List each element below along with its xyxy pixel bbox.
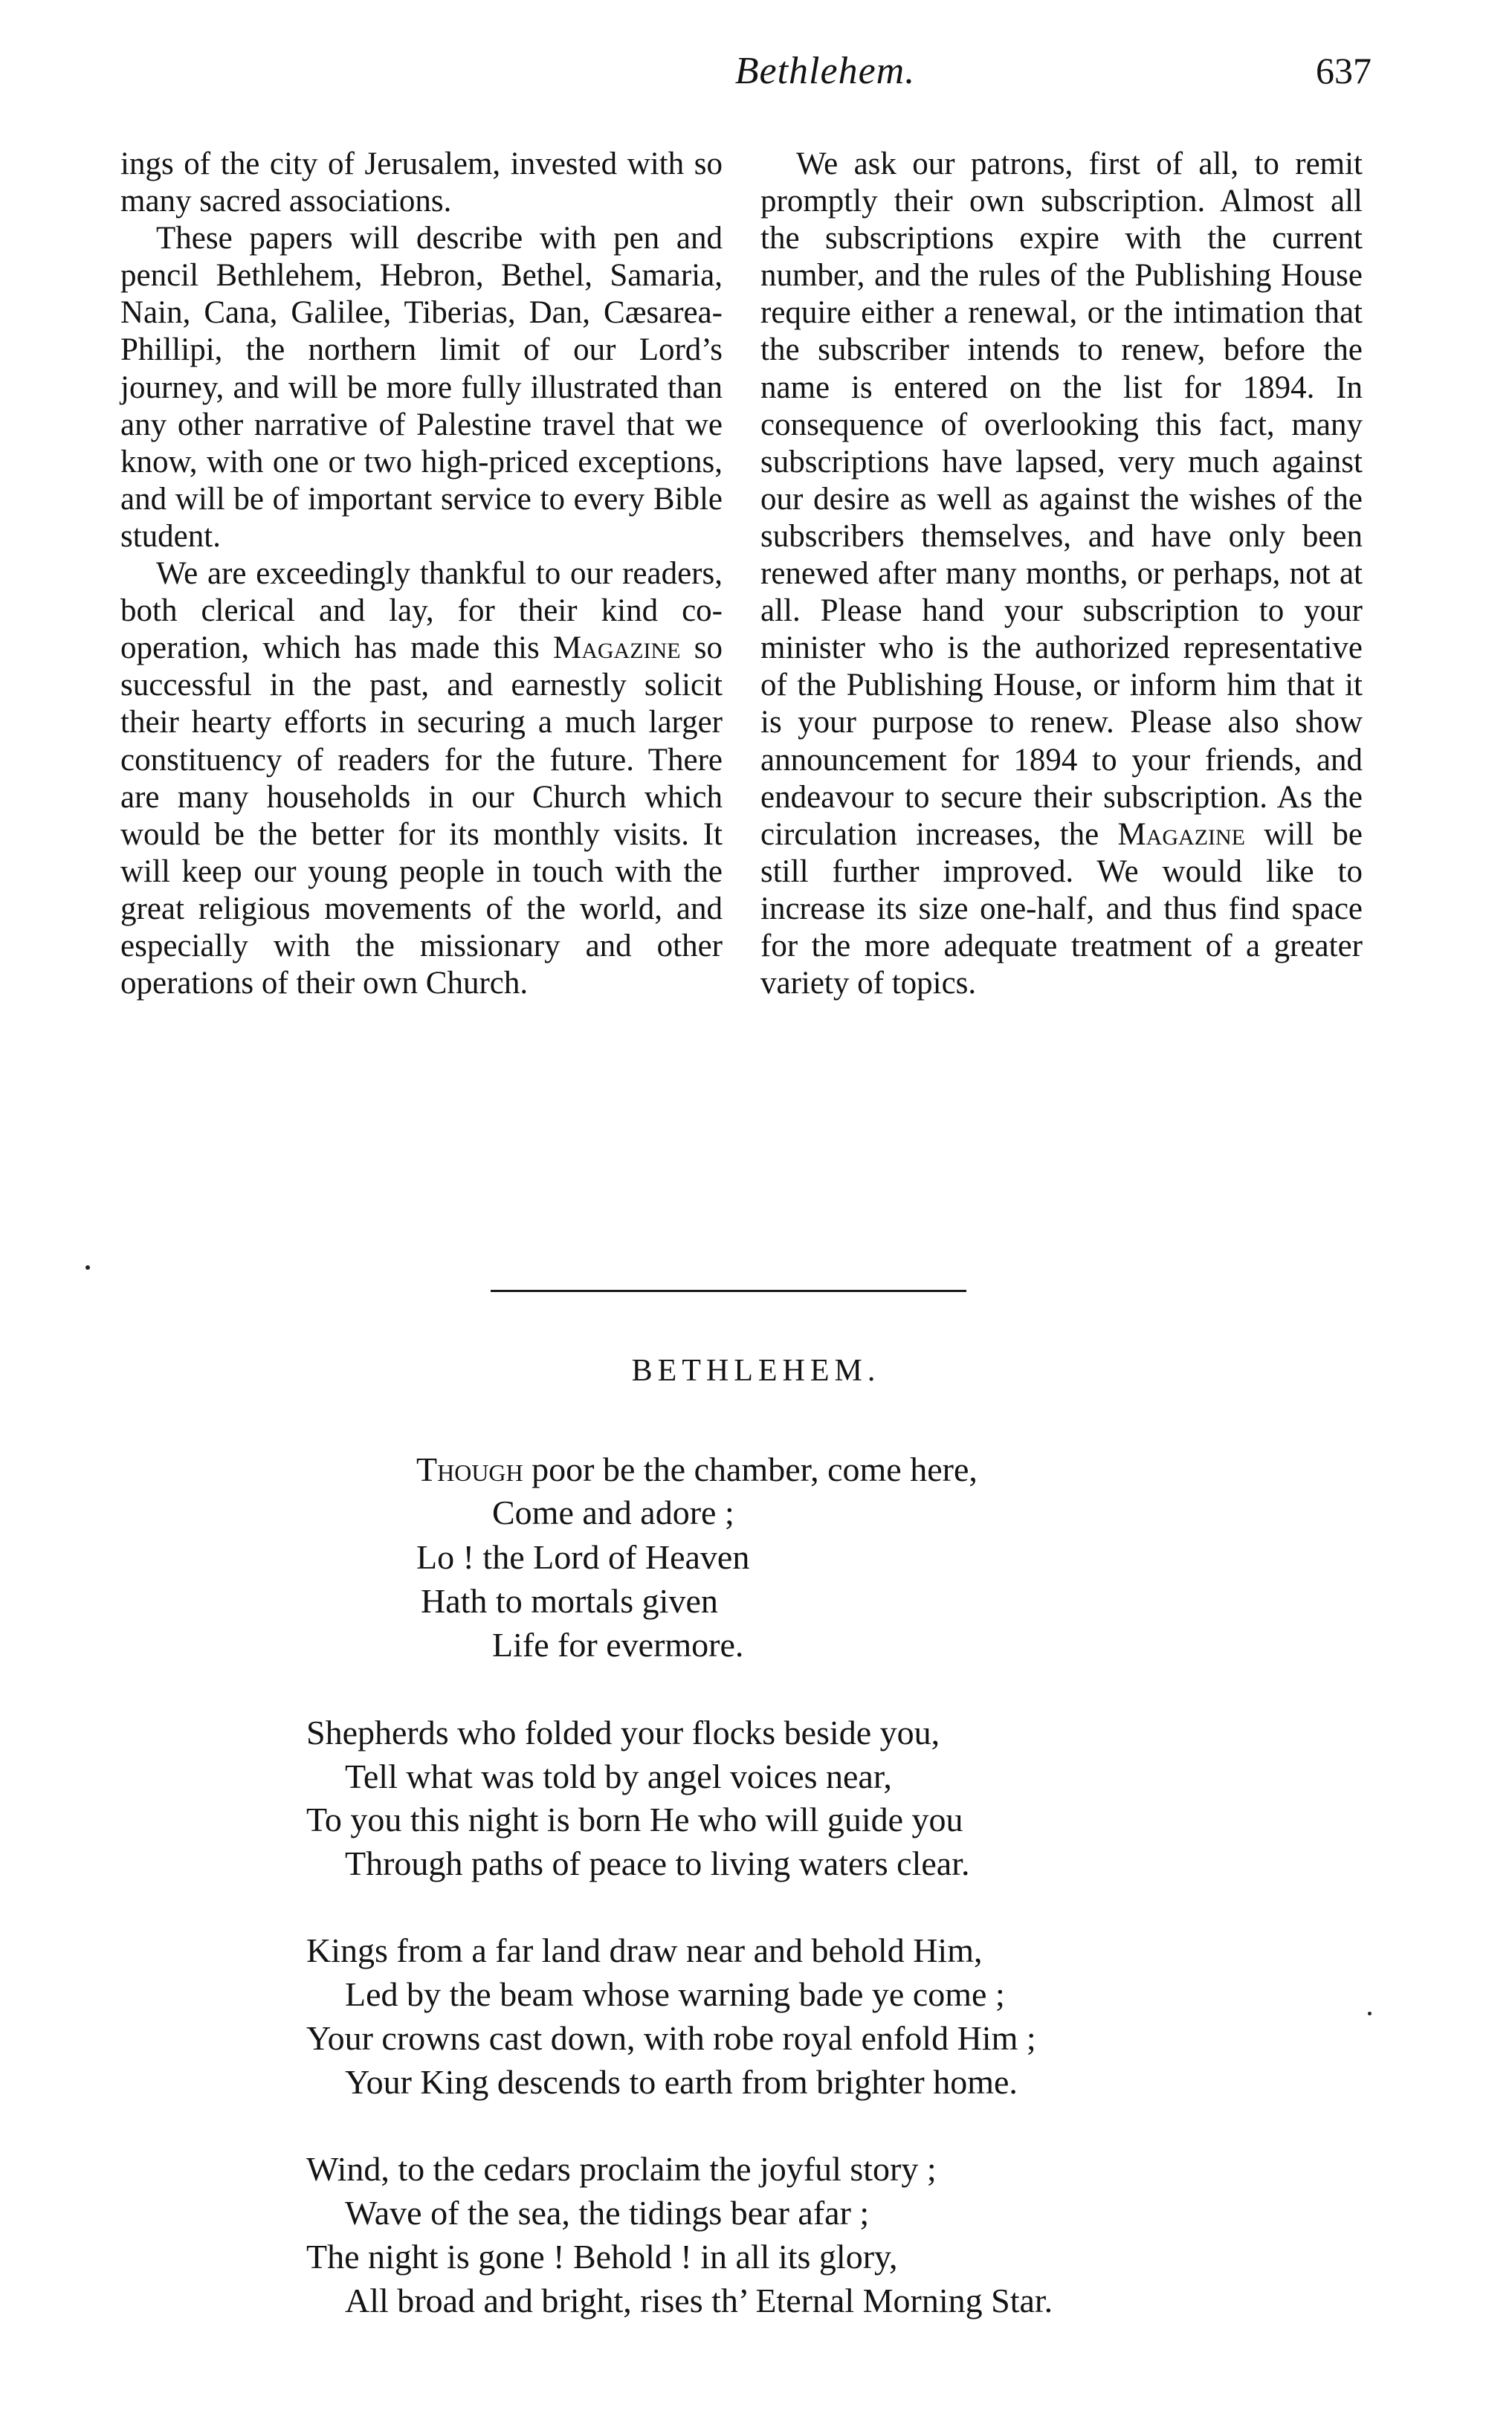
poem-line: Your King descends to earth from brighter home. [345,2063,1018,2101]
left-paragraph-2: These papers will describe with pen and pencil Bethlehem, Hebron, Bethel, Samaria, Nain, Cana, Galilee, Tiberias, Dan, Cæsarea-Phillipi, the northern limit of our Lord’s journey, and will be more fully illustrated than any other narrative of Palestine travel that we know, with one or two high-priced exceptions, and will be of important service to every Bible student. [120,221,723,554]
right-column [760,146,1363,1002]
right-paragraph-1-part-a: We ask our patrons, first of all, to remit promptly their own subscription. Almost all the subscriptions expire with the current number, and the rules of the Publishing House require either a renewal, or the intimation that the subscriber intends to renew, before the name is entered on the list for 1894. In consequence of overlooking this fact, many subscriptions have lapsed, very much against our desire as well as against the wishes of the subscribers themselves, and have only been renewed after many months, or perhaps, not at all. Please hand your subscription to your minister who is the authorized representative of the Publishing House, or inform him that it is your purpose to renew. Please also show announcement for 1894 to your friends, and endeavour to secure their subscription. As the circulation increases, the [760,146,1363,852]
poem-line [416,1450,978,1489]
poem-line: Come and adore ; [492,1494,734,1531]
poem-line: Wave of the sea, the tidings bear afar ; [345,2194,870,2232]
poem-title: BETHLEHEM. [631,1354,881,1388]
right-paragraph-1-part-b: will be still further improved. We would like to increase its size one-half, and thus find space for the more adequate treatment of a greater variety of topics. [760,816,1363,1001]
stray-dot [85,1265,90,1270]
poem-line: Wind, to the cedars proclaim the joyful story ; [306,2150,937,2188]
poem-line: The night is gone ! Behold ! in all its glory, [306,2238,898,2276]
right-paragraph-1 [760,146,1363,1002]
left-paragraph-3-part-b: so successful in the past, and earnestly solicit their hearty efforts in securing a much larger constituency of readers for the future. There are many households in our Church which would be the better for its monthly visits. It will keep our young people in touch with the great religious movements of the world, and especially with the missionary and other operations of their own Church. [120,630,723,1001]
page-number: 637 [1316,50,1372,91]
poem-line: Shepherds who folded your flocks beside you, [306,1714,940,1751]
section-divider [491,1290,966,1292]
poem-line: Life for evermore. [492,1626,744,1664]
left-paragraph-3 [120,555,723,1002]
poem-line: All broad and bright, rises th’ Eternal Morning Star. [345,2282,1053,2319]
poem-line: To you this night is born He who will guide you [306,1801,963,1838]
poem-first-word: Though [416,1450,523,1488]
poem-line: Hath to mortals given [421,1582,718,1620]
left-paragraph-3-part-a: We are exceedingly thankful to our readers, both clerical and lay, for their kind co-operation, which has made this [120,556,723,666]
running-head [119,49,1372,101]
poem-line: Led by the beam whose warning bade ye come ; [345,1975,1005,2013]
left-paragraph-1: ings of the city of Jerusalem, invested with so many sacred associations. [120,146,723,219]
poem-line: Tell what was told by angel voices near, [345,1757,892,1795]
poem-line-text: poor be the chamber, come here, [523,1450,978,1488]
magazine-name: Magazine [552,630,681,666]
poem-line: Your crowns cast down, with robe royal enfold Him ; [306,2019,1036,2057]
poem-line: Kings from a far land draw near and behold Him, [306,1931,983,1969]
stray-dot [1368,2012,1372,2015]
poem-line: Lo ! the Lord of Heaven [416,1538,750,1576]
left-column [120,146,723,1002]
running-title: Bethlehem. [734,50,916,92]
poem-line: Through paths of peace to living waters clear. [345,1844,970,1882]
magazine-name: Magazine [1117,816,1246,852]
